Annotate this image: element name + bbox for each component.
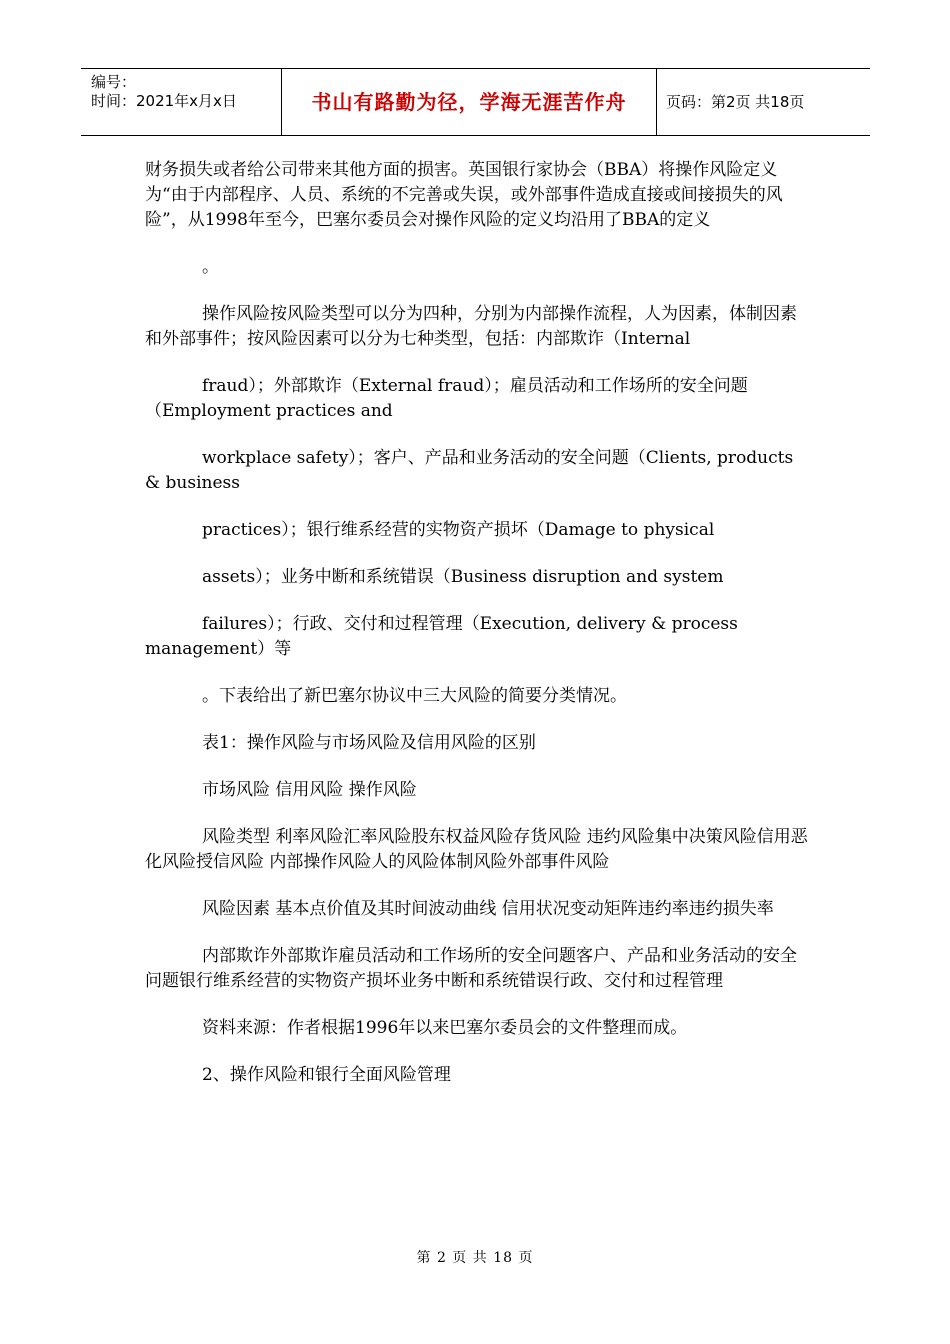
document-number-label: 编号： [91,73,137,91]
table-source-note: 资料来源：作者根据1996年以来巴塞尔委员会的文件整理而成。 [202,1018,688,1038]
paragraph-physical-assets: practices）；银行维系经营的实物资产损坏（Damage to physical [202,520,715,540]
paragraph-risk-categories: 操作风险按风险类型可以分为四种，分别为内部操作流程，人为因素，体制因素和外部事件；按风险因素可以分为七种类型，包括：内部欺诈（Internal [145,304,797,349]
paragraph-process-management: failures）；行政、交付和过程管理（Execution, delivery & process management）等 [145,614,738,659]
paragraph-workplace-safety: workplace safety）；客户、产品和业务活动的安全问题（Clients, products & business [145,448,794,493]
document-body [145,158,810,1088]
section-heading: 2、操作风险和银行全面风险管理 [202,1065,451,1085]
table-row-risk-types: 风险类型 利率风险汇率风险股东权益风险存货风险 违约风险集中决策风险信用恶化风险授信风险 内部操作风险人的风险体制风险外部事件风险 [145,827,808,872]
header-meta [91,73,281,111]
header-page-info: 页码：第2页 共18页 [666,93,805,111]
paragraph-bba-definition: 财务损失或者给公司带来其他方面的损害。英国银行家协会（BBA）将操作风险定义为“由于内部程序、人员、系统的不完善或失误，或外部事件造成直接或间接损失的风险”，从1998年至今，巴塞尔委员会对操作风险的定义均沿用了BBA的定义 [145,160,783,230]
header-divider-right [656,69,657,135]
document-time-label: 时间：2021年x月x日 [91,92,237,110]
paragraph-fraud-types: fraud）；外部欺诈（External fraud）；雇员活动和工作场所的安全问题（Employment practices and [145,376,748,421]
page-header [81,68,870,136]
paragraph-table-intro: 。下表给出了新巴塞尔协议中三大风险的简要分类情况。 [202,686,627,706]
page-footer: 第 2 页 共 18 页 [416,1250,534,1266]
table-header-row: 市场风险 信用风险 操作风险 [202,780,417,800]
header-motto: 书山有路勤为径，学海无涯苦作舟 [311,90,627,114]
paragraph-period: 。 [202,257,219,277]
table-row-risk-factors: 风险因素 基本点价值及其时间波动曲线 信用状况变动矩阵违约率违约损失率 [202,899,774,919]
table-caption: 表1：操作风险与市场风险及信用风险的区别 [202,733,536,753]
table-row-operational-factors: 内部欺诈外部欺诈雇员活动和工作场所的安全问题客户、产品和业务活动的安全问题银行维系经营的实物资产损坏业务中断和系统错误行政、交付和过程管理 [145,946,797,991]
paragraph-system-failures: assets）；业务中断和系统错误（Business disruption and system [202,567,724,587]
